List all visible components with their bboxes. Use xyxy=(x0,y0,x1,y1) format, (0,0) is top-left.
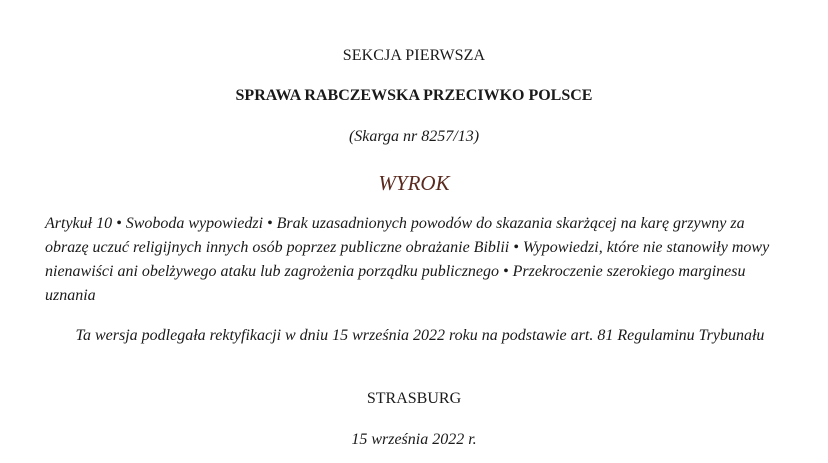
section-label: SEKCJA PIERWSZA xyxy=(342,47,486,64)
city-label: STRASBURG xyxy=(366,390,462,407)
judgment-date: 15 września 2022 r. xyxy=(351,431,477,448)
rectification-note: Ta wersja podlegała rektyfikacji w dniu 15 września 2022 roku na podstawie art. 81 Regulaminu Trybunału xyxy=(75,327,765,344)
judgment-heading: WYROK xyxy=(378,171,450,195)
case-title: SPRAWA RABCZEWSKA PRZECIWKO POLSCE xyxy=(235,87,593,104)
keywords-summary: Artykuł 10 • Swoboda wypowiedzi • Brak uzasadnionych powodów do skazania skarżącej na karę grzywny za obrazę uczuć religijnych innych osób poprzez publiczne obrażanie Biblii • Wypowiedzi, które nie stanowiły mowy nienawiści ani obelżywego ataku lub zagrożenia porządku publicznego • Przekroczenie szerokiego marginesu uznania xyxy=(45,215,770,304)
application-number: (Skarga nr 8257/13) xyxy=(348,128,480,145)
